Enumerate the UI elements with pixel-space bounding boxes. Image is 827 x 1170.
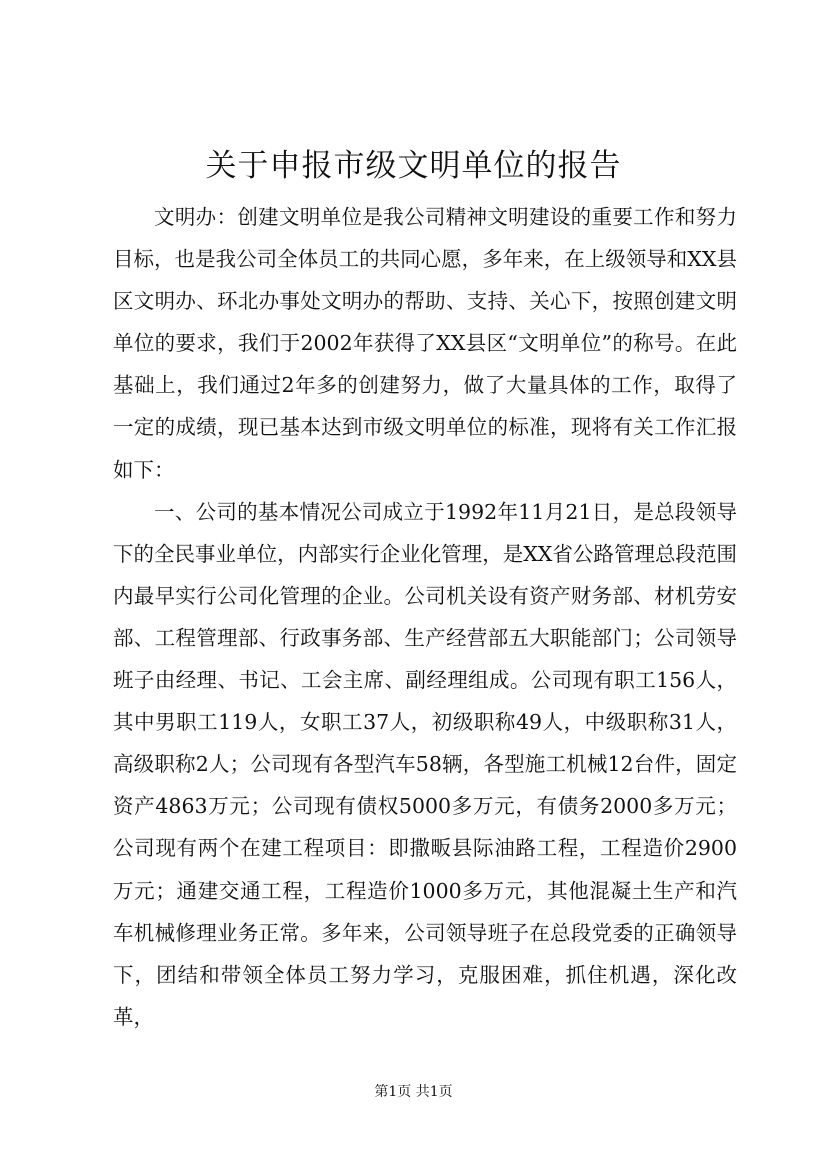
document-title: 关于申报市级文明单位的报告 — [205, 148, 622, 184]
page-footer: 第1页 共1页 — [374, 1084, 453, 1100]
paragraph-company-overview: 一、公司的基本情况公司成立于1992年11月21日，是总段领导下的全民事业单位，内部实行企业化管理，是XX省公路管理总段范围内最早实行公司化管理的企业。公司机关设有资产财务部、材机劳安部、工程管理部、行政事务部、生产经营部五大职能部门；公司领导班子由经理、书记、工会主席、副经理组成。公司现有职工156人，其中男职工119人，女职工37人，初级职称49人，中级职称31人，高级职称2人；公司现有各型汽车58辆，各型施工机械12台件，固定资产4863万元；公司现有债权5000多万元，有债务2000多万元；公司现有两个在建工程项目：即撒畈县际油路工程，工程造价2900万元；通建交通工程，工程造价1000多万元，其他混凝土生产和汽车机械修理业务正常。多年来，公司领导班子在总段党委的正确领导下，团结和带领全体员工努力学习，克服困难，抓住机遇，深化改革， — [113, 499, 737, 1029]
paragraph-intro: 文明办：创建文明单位是我公司精神文明建设的重要工作和努力目标，也是我公司全体员工的共同心愿，多年来，在上级领导和XX县区文明办、环北办事处文明办的帮助、支持、关心下，按照创建文明单位的要求，我们于2002年获得了XX县区“文明单位”的称号。在此基础上，我们通过2年多的创建努力，做了大量具体的工作，取得了一定的成绩，现已基本达到市级文明单位的标准，现将有关工作汇报如下： — [113, 205, 737, 482]
document-body — [113, 196, 737, 1038]
